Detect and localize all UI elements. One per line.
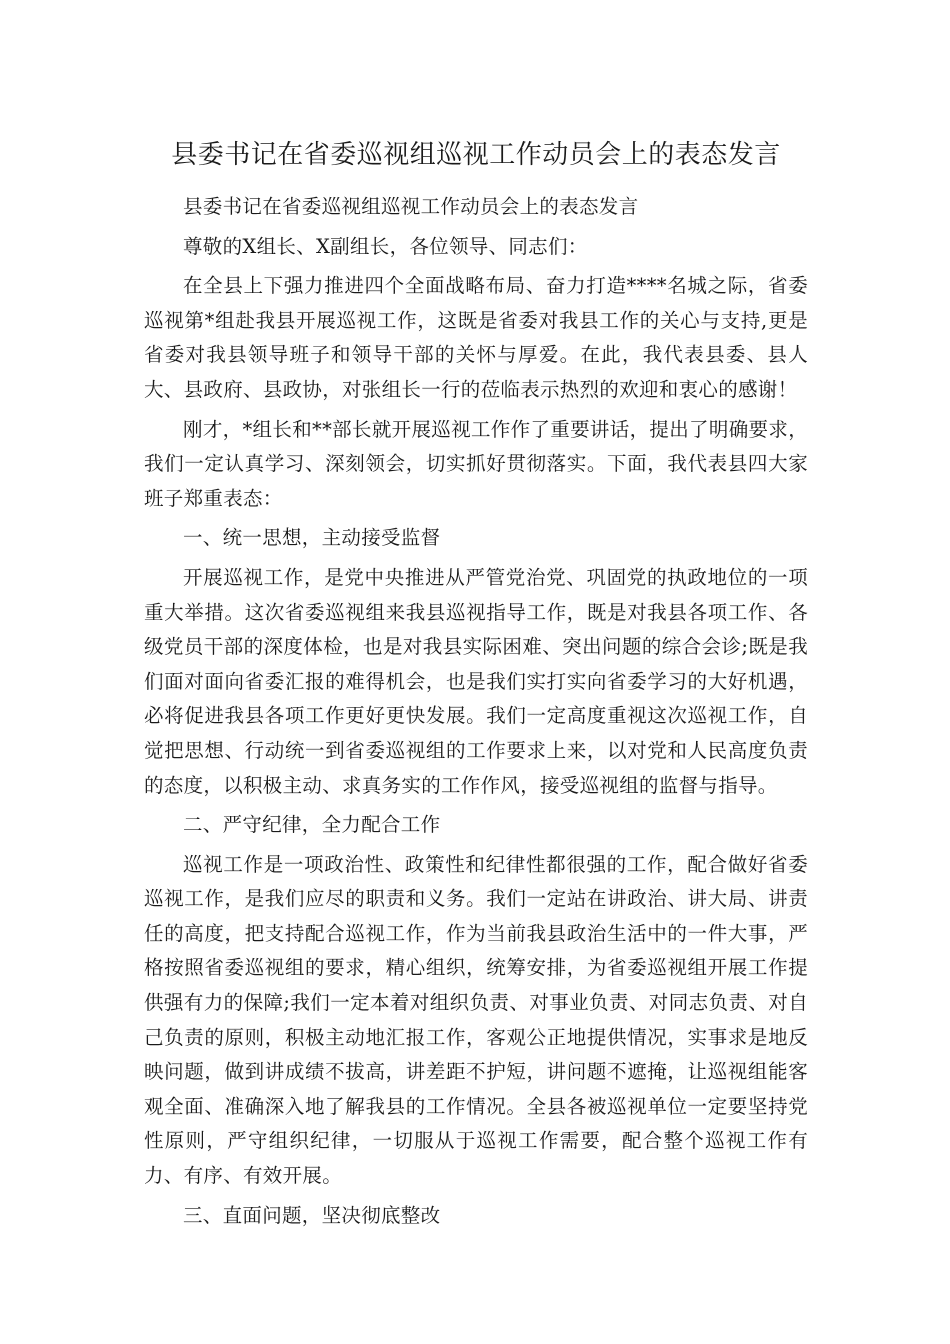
intro-paragraph-2: 刚才，*组长和**部长就开展巡视工作作了重要讲话，提出了明确要求，我们一定认真学习、深刻领会，切实抓好贯彻落实。下面，我代表县四大家班子郑重表态： bbox=[144, 417, 808, 510]
subtitle-paragraph: 县委书记在省委巡视组巡视工作动员会上的表态发言 bbox=[183, 195, 639, 218]
section-text-2: 巡视工作是一项政治性、政策性和纪律性都很强的工作，配合做好省委巡视工作，是我们应尽的职责和义务。我们一定站在讲政治、讲大局、讲责任的高度，把支持配合巡视工作，作为当前我县政治生活中的一件大事，严格按照省委巡视组的要求，精心组织，统筹安排，为省委巡视组开展工作提供强有力的保障;我们一定本着对组织负责、对事业负责、对同志负责、对自己负责的原则，积极主动地汇报工作，客观公正地提供情况，实事求是地反映问题，做到讲成绩不拔高，讲差距不护短，讲问题不遮掩，让巡视组能客观全面、准确深入地了解我县的工作情况。全县各被巡视单位一定要坚持党性原则，严守组织纪律，一切服从于巡视工作需要，配合整个巡视工作有力、有序、有效开展。 bbox=[144, 852, 808, 1188]
section-text-1: 开展巡视工作，是党中央推进从严管党治党、巩固党的执政地位的一项重大举措。这次省委巡视组来我县巡视指导工作，既是对我县各项工作、各级党员干部的深度体检，也是对我县实际困难、突出问题的综合会诊;既是我们面对面向省委汇报的难得机会，也是我们实打实向省委学习的大好机遇，必将促进我县各项工作更好更快发展。我们一定高度重视这次巡视工作，自觉把思想、行动统一到省委巡视组的工作要求上来，以对党和人民高度负责的态度，以积极主动、求真务实的工作作风，接受巡视组的监督与指导。 bbox=[144, 565, 808, 797]
document-title: 县委书记在省委巡视组巡视工作动员会上的表态发言 bbox=[171, 140, 781, 170]
salutation: 尊敬的X组长、X副组长，各位领导、同志们： bbox=[183, 234, 588, 258]
intro-paragraph-1: 在全县上下强力推进四个全面战略布局、奋力打造****名城之际，省委巡视第*组赴我县开展巡视工作，这既是省委对我县工作的关心与支持,更是省委对我县领导班子和领导干部的关怀与厚爱。在此，我代表县委、县人大、县政府、县政协，对张组长一行的莅临表示热烈的欢迎和衷心的感谢！ bbox=[144, 274, 808, 401]
section-heading-2: 二、严守纪律，全力配合工作 bbox=[183, 813, 441, 837]
section-heading-1: 一、统一思想，主动接受监督 bbox=[183, 526, 441, 550]
section-heading-3: 三、直面问题，坚决彻底整改 bbox=[183, 1203, 441, 1227]
document-body bbox=[144, 190, 808, 1233]
